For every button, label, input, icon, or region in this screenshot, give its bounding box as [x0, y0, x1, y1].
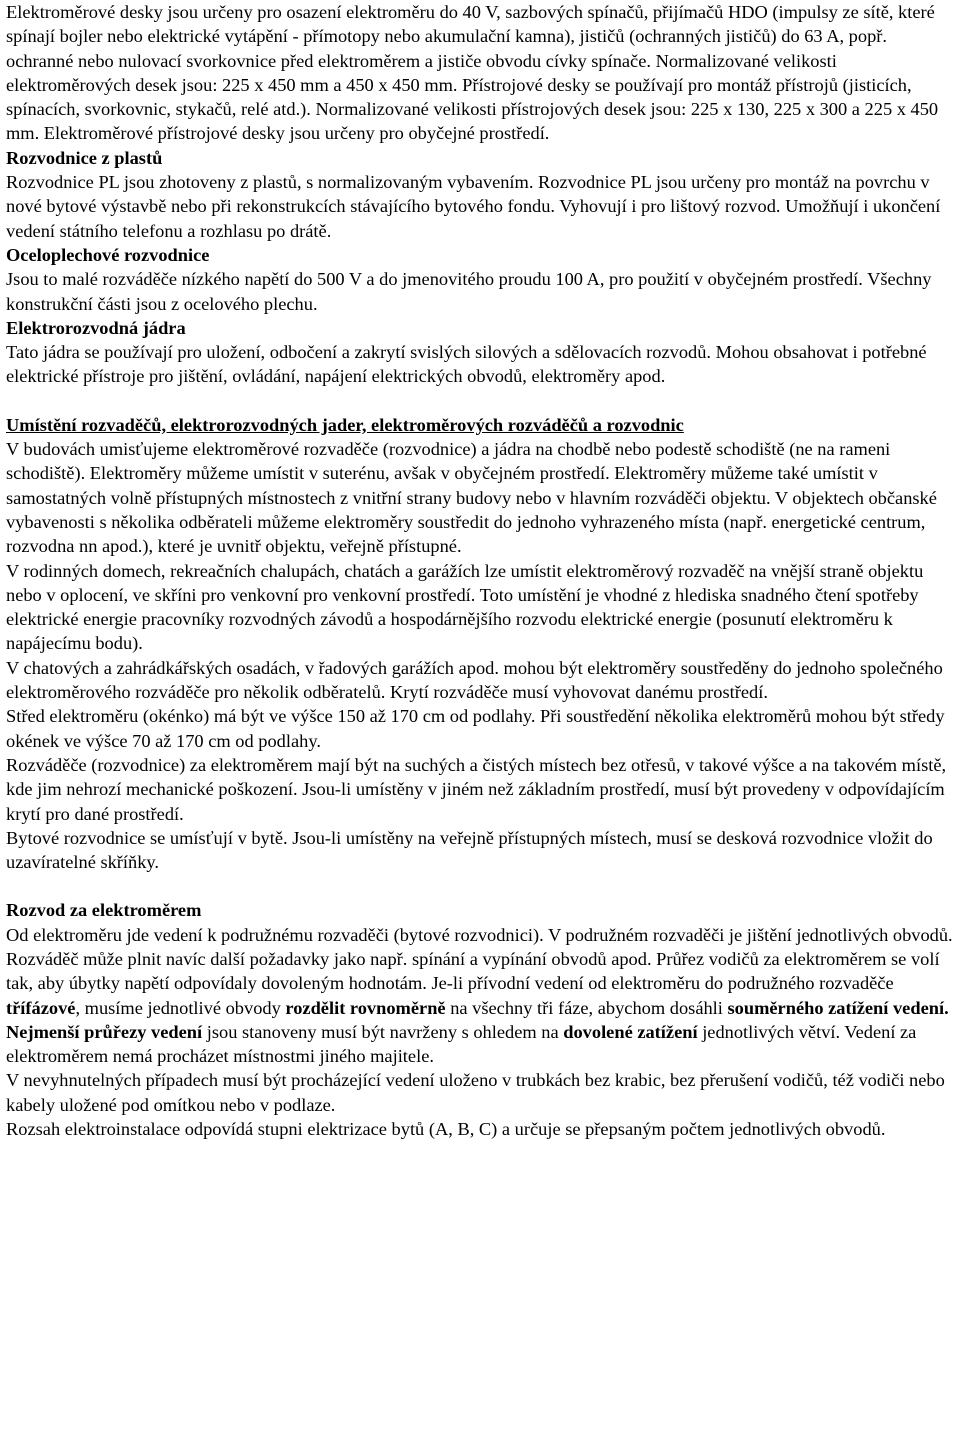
rozvod-p1-text-d: na všechny tři fáze, abychom dosáhli [445, 997, 728, 1018]
rozvod-p1-text-a: Od elektroměru jde vedení k podružnému rozvaděči (bytové rozvodnici). V podružném rozvaděči je jištění jednotlivých obvodů. Rozváděč může plnit navíc další požadavky jako např. spínání a vypínání obvodů apod. Průřez vodičů za elektroměrem se volí tak, aby úbytky napětí odpovídaly dovoleným hodnotám. Je-li přívodní vedení od elektroměru do podružného rozvaděče [6, 924, 953, 994]
rozvod-p2-bold-nejmensi: Nejmenší průřezy vedení [6, 1021, 203, 1042]
rozvod-paragraph-2 [6, 1020, 956, 1069]
heading-oceloplechove-rozvodnice: Oceloplechové rozvodnice [6, 244, 210, 265]
elektrorozvodna-jadra-paragraph: Tato jádra se používají pro uložení, odbočení a zakrytí svislých silových a sdělovacích rozvodů. Mohou obsahovat i potřebné elektrické přístroje pro jištění, ovládání, napájení elektrických obvodů, elektroměry apod. [6, 342, 927, 387]
umisteni-paragraph-5: Rozváděče (rozvodnice) za elektroměrem mají být na suchých a čistých místech bez otřesů, v takové výšce a na takovém místě, kde jim nehrozí mechanické poškození. Jsou-li umístěny v jiném než základním prostředí, musí být provedeny v odpovídajícím krytí pro dané prostředí. [6, 754, 947, 824]
umisteni-paragraph-2: V rodinných domech, rekreačních chalupách, chatách a garážích lze umístit elektroměrový rozvaděč na vnější straně objektu nebo v oplocení, ve skříni pro venkovní pro venkovní prostředí. Toto umístění je vhodné z hlediska snadného čtení spotřeby elektrické energie pracovníky rozvodných závodů a hospodárnějšího rozvodu elektrické energie (posunutí elektroměru k napájecímu bodu). [6, 560, 924, 654]
rozvod-paragraph-3: V nevyhnutelných případech musí být procházející vedení uloženo v trubkách bez krabic, bez přerušení vodičů, též vodiči nebo kabely uložené pod omítkou nebo v podlaze. [6, 1070, 945, 1115]
heading-umisteni: Umístění rozvaděčů, elektrorozvodných jader, elektroměrových rozváděčů a rozvodnic [6, 414, 684, 435]
rozvod-p1-bold-rozdelit: rozdělit rovnoměrně [285, 997, 446, 1018]
intro-paragraph: Elektroměrové desky jsou určeny pro osazení elektroměru do 40 V, sazbových spínačů, přijímačů HDO (impulsy ze sítě, které spínají bojler nebo elektrické vytápění - přímotopy nebo akumulační kamna), jističů (ochranných jističů) do 63 A, popř. ochranné nebo nulovací svorkovnice před elektroměrem a jističe obvodu cívky spínače. Normalizované velikosti elektroměrových desek jsou: 225 x 450 mm a 450 x 450 mm. Přístrojové desky se používají pro montáž přístrojů (jisticích, spínacích, svorkovnic, stykačů, relé atd.). Normalizované velikosti přístrojových desek jsou: 225 x 130, 225 x 300 a 225 x 450 mm. Elektroměrové přístrojové desky jsou určeny pro obyčejné prostředí. [6, 2, 939, 144]
document-page [6, 0, 956, 1141]
section-spacer [6, 389, 956, 413]
heading-elektrorozvodna-jadra: Elektrorozvodná jádra [6, 317, 186, 338]
rozvod-p1-bold-trifazove: třífázové [6, 997, 76, 1018]
umisteni-paragraph-3: V chatových a zahrádkářských osadách, v řadových garážích apod. mohou být elektroměry soustředěny do jednoho společného elektroměrového rozváděče pro několik odběratelů. Krytí rozváděče musí vyhovovat danému prostředí. [6, 657, 943, 703]
rozvod-paragraph-4: Rozsah elektroinstalace odpovídá stupni elektrizace bytů (A, B, C) a určuje se přepsaným počtem jednotlivých obvodů. [6, 1119, 886, 1140]
umisteni-paragraph-4: Střed elektroměru (okénko) má být ve výšce 150 až 170 cm od podlahy. Při soustředění několika elektroměrů mohou být středy okének ve výšce 70 až 170 cm od podlahy. [6, 706, 945, 751]
umisteni-paragraph-1: V budovách umisťujeme elektroměrové rozvaděče (rozvodnice) a jádra na chodbě nebo podestě schodiště (ne na rameni schodiště). Elektroměry můžeme umístit v suterénu, avšak v obyčejném prostředí. Elektroměry můžeme také umístit v samostatných volně přístupných místnostech z vnitřní strany budovy nebo v hlavním rozváděči objektu. V objektech občanské vybavenosti s několika odběrateli můžeme elektroměry soustředit do jednoho vyhrazeného místa (např. energetické centrum, rozvodna nn apod.), které je uvnitř objektu, veřejně přístupné. [6, 439, 937, 557]
heading-rozvodnice-plastu: Rozvodnice z plastů [6, 147, 163, 168]
rozvod-p2-bold-dovolene: dovolené zatížení [563, 1021, 698, 1042]
heading-rozvod-za-elektromerem: Rozvod za elektroměrem [6, 900, 202, 921]
rozvod-p1-bold-soumerne: souměrného zatížení vedení. [727, 997, 949, 1018]
rozvod-p1-text-c: , musíme jednotlivé obvody [75, 997, 286, 1018]
rozvod-p2-text-c: jednotlivých větví. Vedení za elektroměrem nemá procházet místnostmi jiného majitele. [6, 1021, 917, 1067]
rozvod-p2-text-a: jsou stanoveny musí být navrženy s ohledem na [202, 1021, 564, 1042]
rozvodnice-plastu-paragraph: Rozvodnice PL jsou zhotoveny z plastů, s normalizovaným vybavením. Rozvodnice PL jsou určeny pro montáž na povrchu v nové bytové výstavbě nebo při rekonstrukcích stávajícího bytového fondu. Vyhovují i pro lištový rozvod. Umožňují i ukončení vedení státního telefonu a rozhlasu po drátě. [6, 172, 941, 241]
oceloplechove-paragraph: Jsou to malé rozváděče nízkého napětí do 500 V a do jmenovitého proudu 100 A, pro použití v obyčejném prostředí. Všechny konstrukční části jsou z ocelového plechu. [6, 269, 932, 314]
section-spacer [6, 874, 956, 898]
rozvod-paragraph-1 [6, 923, 956, 1020]
umisteni-paragraph-6: Bytové rozvodnice se umísťují v bytě. Jsou-li umístěny na veřejně přístupných místech, musí se desková rozvodnice vložit do uzavíratelné skříňky. [6, 827, 933, 873]
